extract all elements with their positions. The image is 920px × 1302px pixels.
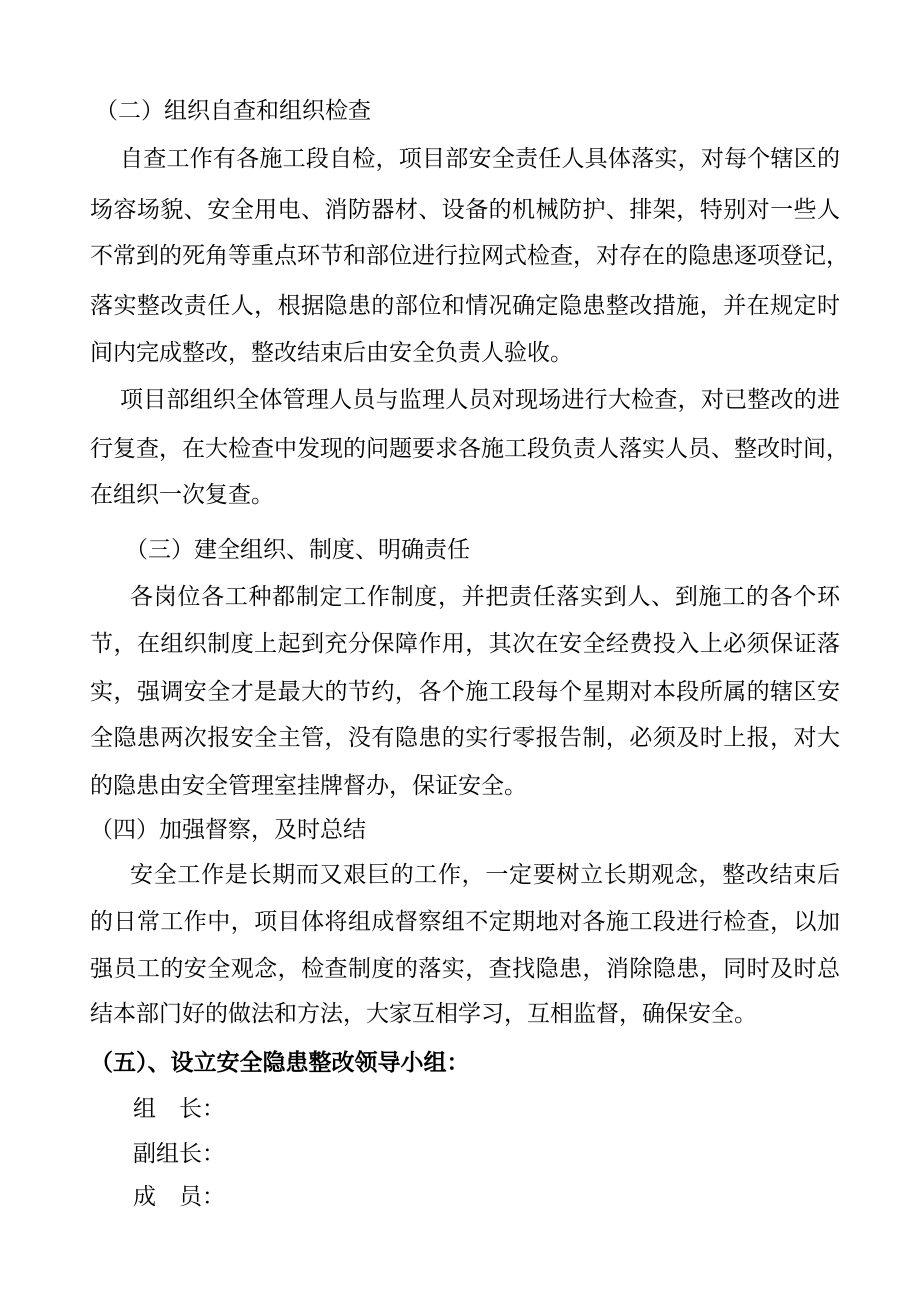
section-5-heading: （五）、设立安全隐患整改领导小组： bbox=[90, 1049, 470, 1076]
section-4-heading: （四）加强督察，及时总结 bbox=[90, 817, 366, 843]
section-3-para-1-line-4: 全隐患两次报安全主管，没有隐患的实行零报告制，必须及时上报，对大 bbox=[90, 725, 840, 751]
section-3-para-1-line-1: 各岗位各工种都制定工作制度，并把责任落实到人、到施工的各个环 bbox=[130, 584, 840, 610]
group-role-leader: 组 长： bbox=[133, 1096, 225, 1122]
section-4-para-1-line-2: 的日常工作中，项目体将组成督察组不定期地对各施工段进行检查，以加 bbox=[90, 909, 840, 935]
section-2-para-1-line-1: 自查工作有各施工段自检，项目部安全责任人具体落实，对每个辖区的 bbox=[120, 146, 840, 172]
section-3-para-1-line-2: 节，在组织制度上起到充分保障作用，其次在安全经费投入上必须保证落 bbox=[90, 631, 840, 657]
section-3-heading: （三）建全组织、制度、明确责任 bbox=[125, 537, 470, 563]
group-role-deputy-leader: 副组长： bbox=[133, 1141, 225, 1167]
section-3-para-1-line-5: 的隐患由安全管理室挂牌督办，保证安全。 bbox=[90, 773, 527, 799]
section-2-para-1-line-5: 间内完成整改，整改结束后由安全负责人验收。 bbox=[90, 340, 573, 366]
section-2-para-2-line-2: 行复查，在大检查中发现的问题要求各施工段负责人落实人员、整改时间， bbox=[90, 436, 849, 462]
section-2-para-1-line-4: 落实整改责任人，根据隐患的部位和情况确定隐患整改措施，并在规定时 bbox=[90, 293, 840, 319]
group-role-members: 成 员： bbox=[133, 1184, 225, 1210]
section-2-para-2-line-3: 在组织一次复查。 bbox=[90, 482, 274, 508]
section-4-para-1-line-4: 结本部门好的做法和方法，大家互相学习，互相监督，确保安全。 bbox=[90, 1001, 757, 1027]
section-4-para-1-line-3: 强员工的安全观念，检查制度的落实，查找隐患，消除隐患，同时及时总 bbox=[90, 956, 840, 982]
section-2-heading: （二）组织自查和组织检查 bbox=[95, 98, 371, 124]
section-4-para-1-line-1: 安全工作是长期而又艰巨的工作，一定要树立长期观念，整改结束后 bbox=[130, 862, 840, 888]
section-2-para-2-line-1: 项目部组织全体管理人员与监理人员对现场进行大检查，对已整改的进 bbox=[120, 387, 840, 413]
section-3-para-1-line-3: 实，强调安全才是最大的节约，各个施工段每个星期对本段所属的辖区安 bbox=[90, 679, 840, 705]
section-2-para-1-line-2: 场容场貌、安全用电、消防器材、设备的机械防护、排架，特别对一些人 bbox=[90, 197, 840, 223]
section-2-para-1-line-3: 不常到的死角等重点环节和部位进行拉网式检查，对存在的隐患逐项登记， bbox=[90, 243, 849, 269]
